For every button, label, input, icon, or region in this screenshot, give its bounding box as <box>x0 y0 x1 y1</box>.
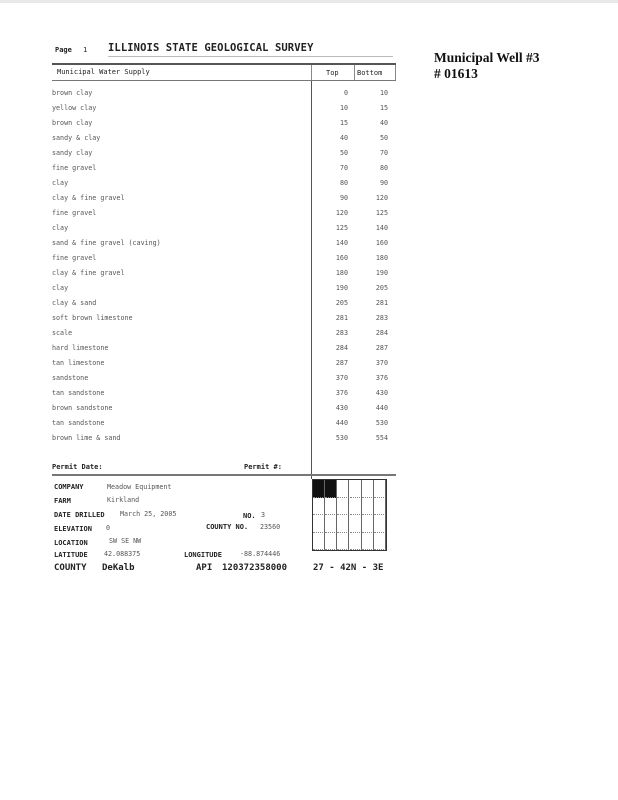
date-drilled-label: DATE DRILLED <box>54 511 105 519</box>
formation-bottom: 554 <box>375 434 388 443</box>
formation-description: brown clay <box>52 119 93 128</box>
formation-bottom: 40 <box>379 119 388 128</box>
grid-cell <box>337 533 349 551</box>
formation-bottom: 125 <box>375 209 388 218</box>
formation-bottom: 70 <box>379 149 388 158</box>
grid-cell <box>374 515 386 533</box>
table-row <box>52 329 396 343</box>
column-header-top: Top <box>326 69 339 77</box>
table-row <box>52 104 396 118</box>
formation-description: brown lime & sand <box>52 434 121 443</box>
grid-cell <box>350 515 362 533</box>
formation-bottom: 284 <box>375 329 388 338</box>
formation-top: 205 <box>335 299 348 308</box>
formation-bottom: 283 <box>375 314 388 323</box>
table-row <box>52 299 396 313</box>
header-separator <box>354 65 355 80</box>
formation-bottom: 140 <box>375 224 388 233</box>
county-label: COUNTY <box>54 563 87 573</box>
table-row <box>52 239 396 253</box>
formation-bottom: 287 <box>375 344 388 353</box>
section-heading: Municipal Water Supply <box>57 68 150 76</box>
api-value: 120372358000 <box>222 563 288 573</box>
grid-cell <box>362 515 374 533</box>
formation-top: 440 <box>335 419 348 428</box>
table-row <box>52 209 396 223</box>
formation-top: 281 <box>335 314 348 323</box>
formation-top: 140 <box>335 239 348 248</box>
api-label: API <box>196 563 213 573</box>
grid-cell <box>350 480 362 498</box>
formation-description: fine gravel <box>52 209 97 218</box>
formation-bottom: 370 <box>375 359 388 368</box>
longitude-value: -88.874446 <box>240 550 281 558</box>
formation-description: tan limestone <box>52 359 105 368</box>
page-label: Page <box>55 46 72 54</box>
county-value: DeKalb <box>102 563 135 573</box>
formation-bottom: 10 <box>379 89 388 97</box>
well-number: # 01613 <box>434 66 478 81</box>
formation-top: 10 <box>339 104 348 113</box>
formation-bottom: 50 <box>379 134 388 143</box>
grid-cell <box>337 515 349 533</box>
well-identifier <box>434 50 540 82</box>
table-row <box>52 254 396 268</box>
grid-cell <box>313 533 325 551</box>
header-separator <box>311 65 312 80</box>
column-header-bottom: Bottom <box>357 69 383 77</box>
formation-bottom: 281 <box>375 299 388 308</box>
table-row <box>52 119 396 133</box>
formation-top: 180 <box>335 269 348 278</box>
table-row <box>52 359 396 373</box>
township-range: 27 - 42N - 3E <box>313 563 384 573</box>
formation-description: fine gravel <box>52 254 97 263</box>
table-row <box>52 284 396 298</box>
grid-cell <box>337 498 349 516</box>
grid-cell <box>362 533 374 551</box>
title-rule <box>108 56 393 57</box>
company-label: COMPANY <box>54 483 84 491</box>
formation-description: tan sandstone <box>52 389 105 398</box>
elevation-value: 0 <box>106 524 111 532</box>
table-header-bottom-rule <box>52 80 396 81</box>
table-row <box>52 89 396 103</box>
formation-bottom: 80 <box>379 164 388 173</box>
formation-bottom: 205 <box>375 284 388 293</box>
well-no-label: NO. <box>243 512 256 520</box>
grid-cell <box>337 480 349 498</box>
formation-top: 190 <box>335 284 348 293</box>
elevation-label: ELEVATION <box>54 525 92 533</box>
county-no-label: COUNTY NO. <box>206 523 249 531</box>
formation-description: clay & fine gravel <box>52 194 125 203</box>
location-label: LOCATION <box>54 539 88 547</box>
formation-top: 0 <box>343 89 348 97</box>
formation-description: yellow clay <box>52 104 97 113</box>
formation-top: 287 <box>335 359 348 368</box>
table-row <box>52 434 396 448</box>
formation-top: 70 <box>339 164 348 173</box>
table-row <box>52 344 396 358</box>
formation-top: 284 <box>335 344 348 353</box>
formation-top: 376 <box>335 389 348 398</box>
formation-bottom: 15 <box>379 104 388 113</box>
grid-cell <box>362 480 374 498</box>
formation-description: scale <box>52 329 73 338</box>
table-row <box>52 389 396 403</box>
formation-top: 125 <box>335 224 348 233</box>
grid-cell <box>350 498 362 516</box>
permit-number-label: Permit #: <box>244 463 282 471</box>
latitude-label: LATITUDE <box>54 551 88 559</box>
permit-date-label: Permit Date: <box>52 463 103 471</box>
longitude-label: LONGITUDE <box>184 551 222 559</box>
formation-description: clay <box>52 179 69 188</box>
header-separator <box>395 65 396 80</box>
formation-bottom: 120 <box>375 194 388 203</box>
grid-cell <box>325 498 337 516</box>
table-row <box>52 404 396 418</box>
formation-description: clay <box>52 224 69 233</box>
formation-top: 15 <box>339 119 348 128</box>
formation-description: clay <box>52 284 69 293</box>
latitude-value: 42.088375 <box>104 550 141 558</box>
formation-description: fine gravel <box>52 164 97 173</box>
formation-bottom: 190 <box>375 269 388 278</box>
location-value: SW SE NW <box>109 537 142 545</box>
table-row <box>52 134 396 148</box>
formation-description: tan sandstone <box>52 419 105 428</box>
farm-label: FARM <box>54 497 71 505</box>
formation-top: 80 <box>339 179 348 188</box>
grid-cell <box>325 515 337 533</box>
grid-cell <box>362 498 374 516</box>
formation-description: sandy & clay <box>52 134 101 143</box>
grid-cell <box>350 533 362 551</box>
formation-top: 160 <box>335 254 348 263</box>
permit-rule <box>52 474 396 476</box>
grid-cell <box>313 515 325 533</box>
formation-top: 90 <box>339 194 348 203</box>
formation-top: 370 <box>335 374 348 383</box>
well-no-value: 3 <box>261 511 266 519</box>
table-row <box>52 269 396 283</box>
table-row <box>52 164 396 178</box>
table-row <box>52 374 396 388</box>
grid-cell <box>374 480 386 498</box>
table-row <box>52 149 396 163</box>
table-row <box>52 314 396 328</box>
grid-cell <box>313 498 325 516</box>
grid-cell <box>374 498 386 516</box>
formation-description: brown clay <box>52 89 93 97</box>
table-row <box>52 419 396 433</box>
formation-top: 283 <box>335 329 348 338</box>
formation-bottom: 430 <box>375 389 388 398</box>
page-number: 1 <box>83 46 88 54</box>
formation-top: 40 <box>339 134 348 143</box>
formation-description: sandstone <box>52 374 89 383</box>
table-row <box>52 179 396 193</box>
table-row <box>52 224 396 238</box>
formation-description: clay & fine gravel <box>52 269 125 278</box>
well-name: Municipal Well #3 <box>434 50 540 65</box>
grid-cell <box>374 533 386 551</box>
survey-title: ILLINOIS STATE GEOLOGICAL SURVEY <box>108 42 314 54</box>
formation-description: hard limestone <box>52 344 109 353</box>
date-drilled-value: March 25, 2005 <box>120 510 177 518</box>
formation-bottom: 160 <box>375 239 388 248</box>
formation-top: 530 <box>335 434 348 443</box>
formation-bottom: 376 <box>375 374 388 383</box>
formation-bottom: 180 <box>375 254 388 263</box>
formation-top: 50 <box>339 149 348 158</box>
formation-bottom: 90 <box>379 179 388 188</box>
farm-value: Kirkland <box>107 496 140 504</box>
formation-description: soft brown limestone <box>52 314 133 323</box>
formation-description: brown sandstone <box>52 404 113 413</box>
formation-description: clay & sand <box>52 299 97 308</box>
formation-top: 120 <box>335 209 348 218</box>
grid-cell <box>325 480 337 498</box>
section-locator-grid <box>312 479 387 551</box>
formation-description: sandy clay <box>52 149 93 158</box>
formation-bottom: 440 <box>375 404 388 413</box>
grid-cell <box>313 480 325 498</box>
top-edge-line <box>0 0 618 3</box>
table-row <box>52 194 396 208</box>
company-value: Meadow Equipment <box>107 483 172 491</box>
formation-description: sand & fine gravel (caving) <box>52 239 161 248</box>
formation-top: 430 <box>335 404 348 413</box>
grid-cell <box>325 533 337 551</box>
table-header-top-rule <box>52 63 396 65</box>
formation-bottom: 530 <box>375 419 388 428</box>
county-no-value: 23560 <box>260 523 281 531</box>
